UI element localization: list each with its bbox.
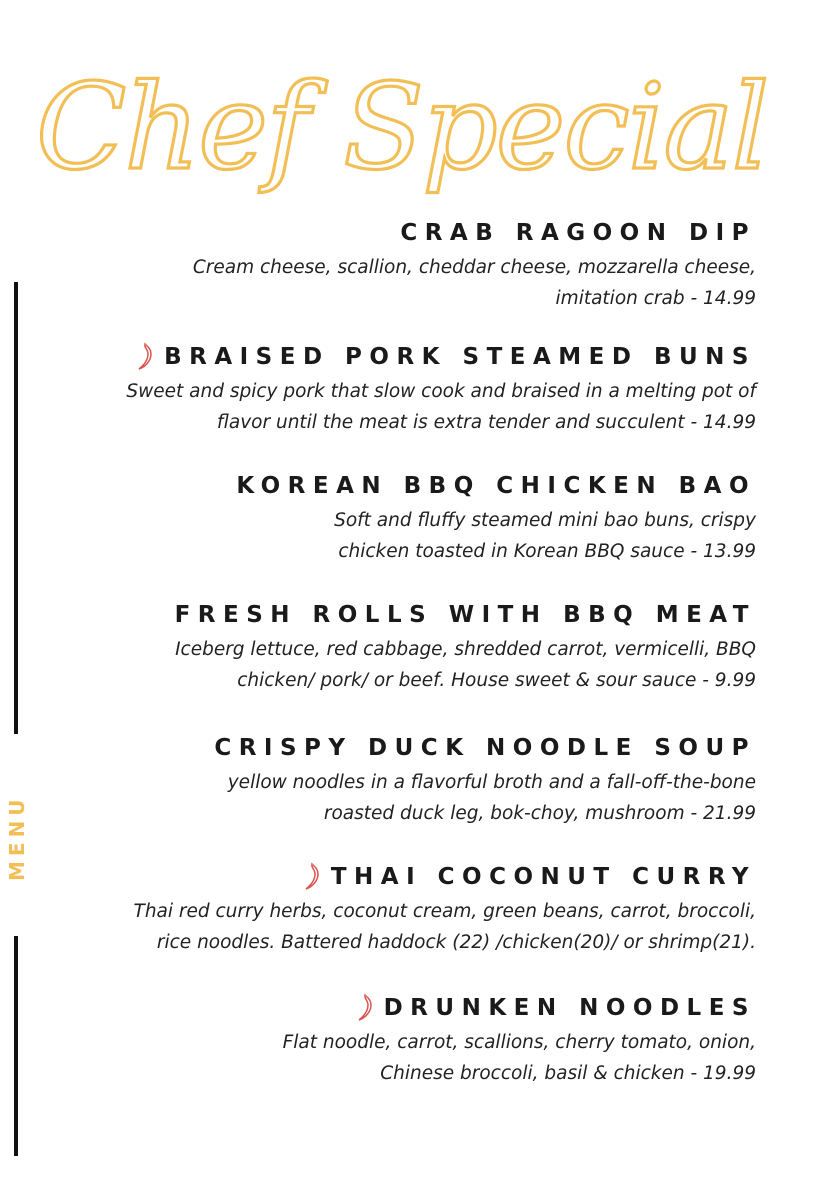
item-name [134,862,756,892]
item-name-text: CRISPY DUCK NOODLE SOUP [214,735,756,761]
side-divider-bottom [14,936,18,1156]
menu-item [283,993,756,1089]
menu-item [126,342,756,438]
item-description [283,1027,756,1089]
side-divider-top [14,282,18,734]
item-name-text: CRAB RAGOON DIP [400,220,756,246]
menu-item [236,471,756,567]
item-name [214,733,756,763]
item-description-line: chicken/ pork/ or beef. House sweet & sour sauce - 9.99 [237,670,756,691]
chili-pepper-icon [136,342,156,372]
chili-pepper-icon [356,993,376,1023]
item-name [175,600,756,630]
item-description-line: rice noodles. Battered haddock (22) /chicken(20)/ or shrimp(21). [156,932,756,953]
item-name [193,218,756,248]
item-description-line: imitation crab - 14.99 [555,288,756,309]
item-name-text: FRESH ROLLS WITH BBQ MEAT [174,602,756,628]
item-name [236,471,756,501]
item-name-text: KOREAN BBQ CHICKEN BAO [236,473,756,499]
page-title [30,18,768,218]
item-description [134,896,756,958]
item-description-line: Sweet and spicy pork that slow cook and braised in a melting pot of [126,381,756,402]
item-description [126,376,756,438]
item-name-text: THAI COCONUT CURRY [330,864,756,890]
item-description-line: yellow noodles in a flavorful broth and a fall-off-the-bone [227,772,756,793]
item-description [236,505,756,567]
item-name-text: BRAISED PORK STEAMED BUNS [164,344,756,370]
item-description-line: Thai red curry herbs, coconut cream, green beans, carrot, broccoli, [133,901,756,922]
item-description [193,252,756,314]
item-name-text: DRUNKEN NOODLES [383,995,756,1021]
item-description-line: Cream cheese, scallion, cheddar cheese, mozzarella cheese, [192,257,756,278]
item-description-line: Flat noodle, carrot, scallions, cherry tomato, onion, [282,1032,756,1053]
item-description-line: Iceberg lettuce, red cabbage, shredded carrot, vermicelli, BBQ [175,639,756,660]
chili-pepper-icon [303,862,323,892]
item-description-line: Soft and fluffy steamed mini bao buns, crispy [334,510,756,531]
side-menu-label: MENU [5,794,29,881]
item-name [283,993,756,1023]
item-name [126,342,756,372]
menu-item [175,600,756,696]
menu-item [214,733,756,829]
title-script-graphic [30,18,768,218]
item-description [214,767,756,829]
item-description-line: Chinese broccoli, basil & chicken - 19.99 [380,1063,756,1084]
menu-item [193,218,756,314]
item-description [175,634,756,696]
item-description-line: roasted duck leg, bok-choy, mushroom - 21.99 [323,803,756,824]
title-text: Chef Special [36,58,768,196]
item-description-line: chicken toasted in Korean BBQ sauce - 13.99 [338,541,756,562]
menu-item [134,862,756,958]
item-description-line: flavor until the meat is extra tender and succulent - 14.99 [216,412,756,433]
